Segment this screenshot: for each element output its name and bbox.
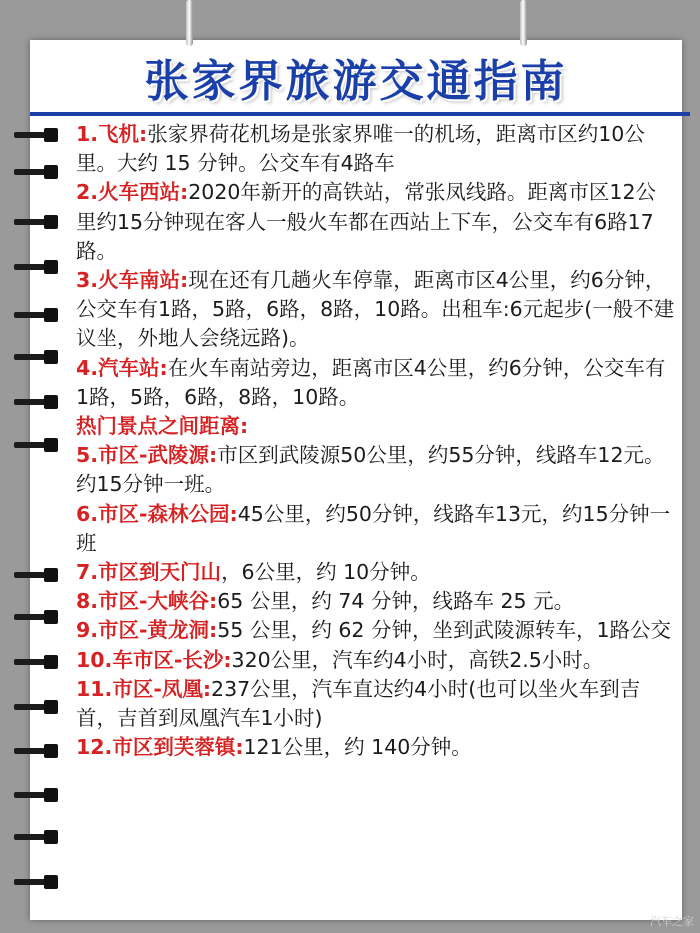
distance-item-tianmen	[76, 558, 676, 587]
binding-ring	[14, 744, 62, 758]
distance-item-huanglong	[76, 616, 676, 645]
item-label: 4.汽车站:	[76, 355, 168, 380]
binding-ring	[14, 215, 62, 229]
item-text: 市区到武陵源50公里，约55分钟，线路车12元。约15分钟一班。	[76, 443, 665, 497]
item-label: 5.市区-武陵源:	[76, 443, 218, 468]
distance-item-grand-canyon	[76, 587, 676, 616]
hanger-wire-left	[186, 0, 193, 46]
transport-item-south-station	[76, 266, 676, 354]
item-label: 7.市区到天门山	[76, 560, 222, 585]
item-label: 1.飞机:	[76, 122, 148, 146]
spiral-binding	[14, 120, 64, 910]
transport-item-airport	[76, 120, 676, 178]
distance-item-fenghuang	[76, 675, 676, 733]
title-underline	[30, 112, 690, 116]
item-text: 在火车南站旁边，距离市区4公里，约6分钟，公交车有1路，5路，6路，8路，10路。	[76, 355, 666, 409]
binding-ring	[14, 308, 62, 322]
distance-item-wulingyuan	[76, 441, 676, 499]
item-text: 2020年新开的高铁站，常张凤线路。距离市区12公里约15分钟现在客人一般火车都在西站上下车，公交车有6路17路。	[76, 180, 657, 263]
distance-item-furong	[76, 733, 676, 762]
item-label: 9.市区-黄龙洞:	[76, 618, 218, 643]
item-label: 12.市区到芙蓉镇:	[76, 735, 244, 760]
guide-content	[76, 120, 676, 762]
title-area	[30, 52, 682, 112]
item-label: 2.火车西站:	[76, 180, 189, 205]
watermark: 汽车之家	[650, 915, 694, 928]
page-title: 张家界旅游交通指南	[144, 56, 568, 107]
binding-ring	[14, 395, 62, 409]
distance-item-forest-park	[76, 500, 676, 558]
binding-ring	[14, 875, 62, 889]
item-label: 10.车市区-长沙:	[76, 647, 232, 672]
hot-spots-heading: 热门景点之间距离:	[76, 414, 249, 439]
item-text: 45公里，约50分钟，线路车13元，约15分钟一班	[76, 501, 671, 555]
item-text: 237公里，汽车直达约4小时(也可以坐火车到吉首，吉首到凤凰汽车1小时)	[76, 676, 641, 731]
transport-item-bus-station	[76, 354, 676, 412]
item-text: 320公里，汽车约4小时，高铁2.5小时。	[231, 647, 604, 672]
binding-ring	[14, 350, 62, 364]
item-text: 65 公里，约 74 分钟，线路车 25 元。	[217, 589, 575, 614]
binding-ring	[14, 700, 62, 714]
item-text: 121公里，约 140分钟。	[243, 735, 472, 760]
item-label: 6.市区-森林公园:	[76, 501, 238, 526]
binding-ring	[14, 568, 62, 582]
distance-item-changsha	[76, 646, 676, 675]
binding-ring	[14, 438, 62, 452]
item-label: 8.市区-大峡谷:	[76, 589, 218, 614]
binding-ring	[14, 260, 62, 274]
item-text: ，6公里，约 10分钟。	[221, 560, 431, 585]
transport-item-west-station	[76, 178, 676, 266]
hanger-wire-right	[520, 0, 527, 46]
binding-ring	[14, 655, 62, 669]
binding-ring	[14, 128, 62, 142]
binding-ring	[14, 830, 62, 844]
item-label: 11.市区-凤凰:	[76, 676, 212, 701]
item-text: 张家界荷花机场是张家界唯一的机场，距离市区约10公里。大约 15 分钟。公交车有4路车	[76, 122, 645, 176]
item-text: 现在还有几趟火车停靠，距离市区4公里，约6分钟，公交车有1路，5路，6路，8路，10路。出租车:6元起步(一般不建议坐，外地人会绕远路)。	[76, 268, 675, 351]
binding-ring	[14, 788, 62, 802]
item-label: 3.火车南站:	[76, 268, 189, 293]
binding-ring	[14, 610, 62, 624]
binding-ring	[14, 165, 62, 179]
item-text: 55 公里，约 62 分钟，坐到武陵源转车，1路公交	[217, 618, 672, 643]
